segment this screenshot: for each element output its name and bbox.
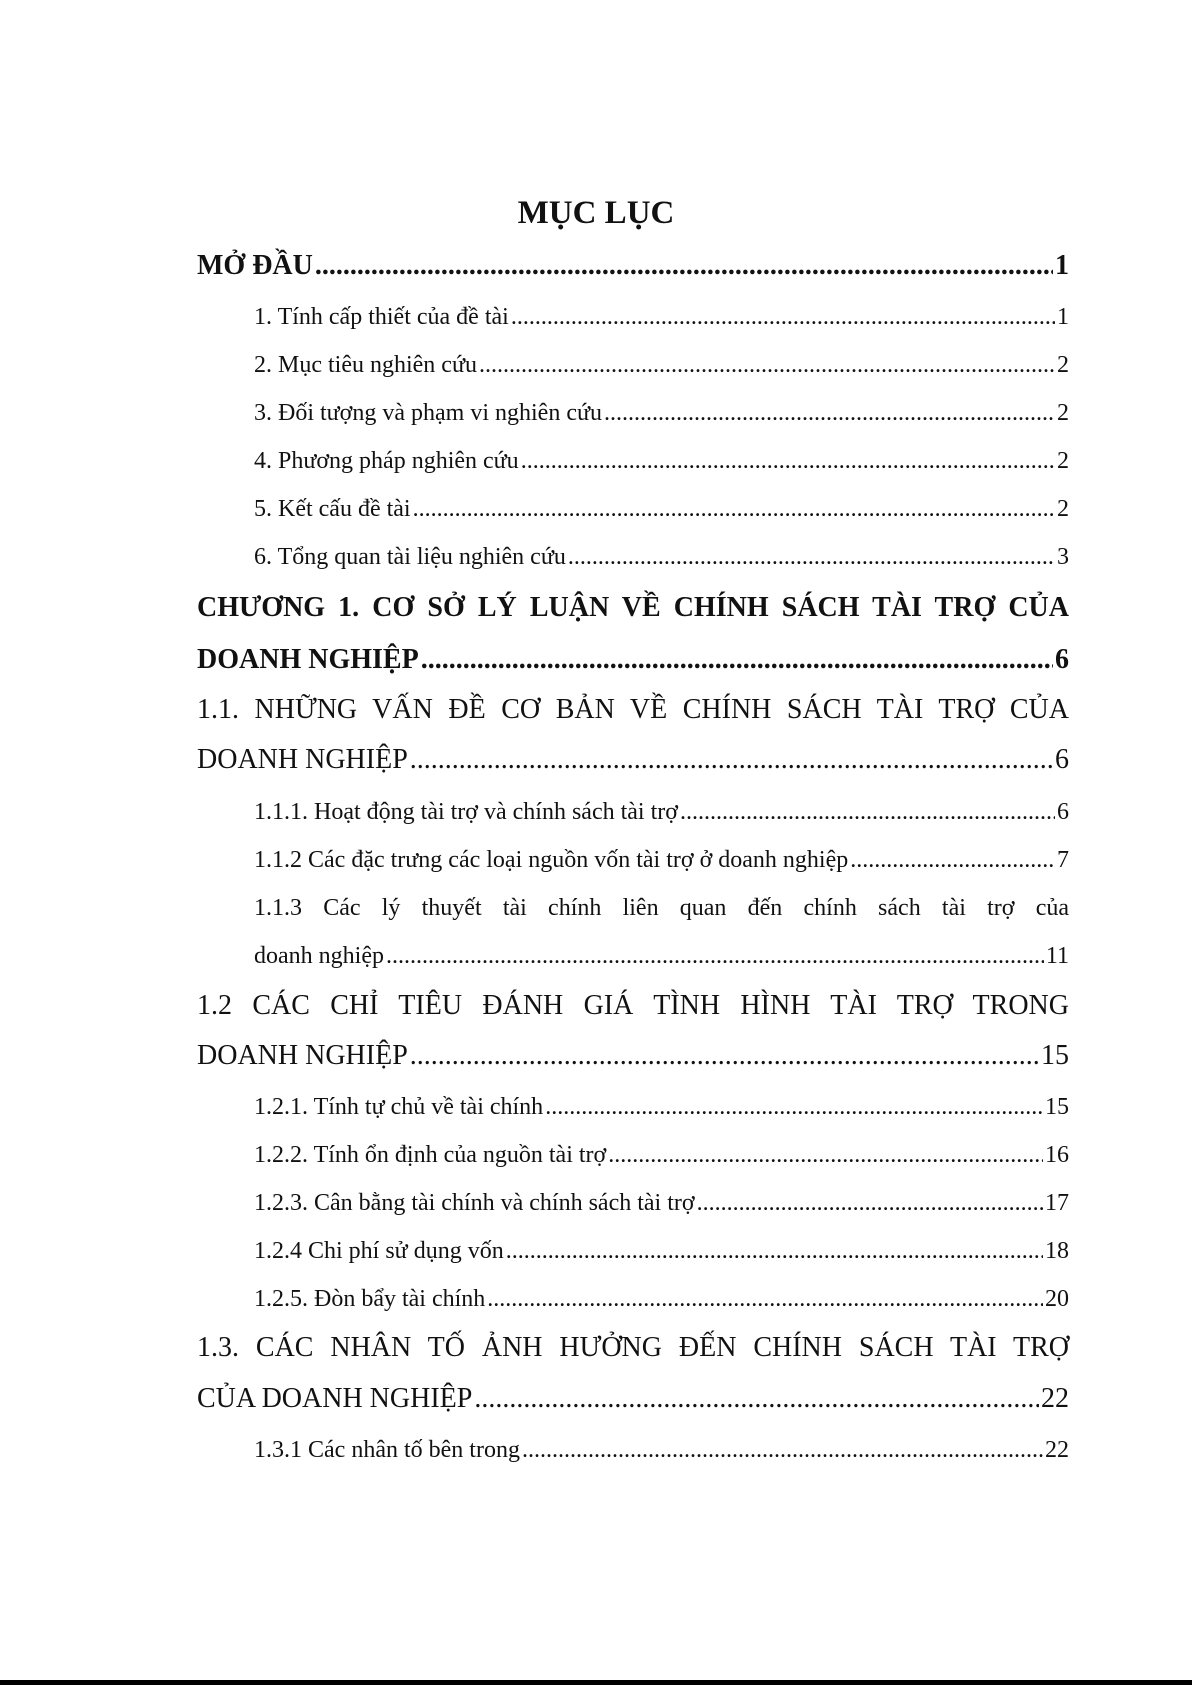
toc-entry-text: 1.3.1 Các nhân tố bên trong bbox=[254, 1437, 520, 1463]
toc-entry[interactable] bbox=[254, 496, 1069, 523]
toc-entry-text: 1.2.3. Cân bằng tài chính và chính sách tài trợ bbox=[254, 1190, 695, 1216]
toc-entry-text: DOANH NGHIỆP bbox=[197, 644, 419, 675]
toc-leader-dots bbox=[506, 1238, 1043, 1265]
toc-entry-page: 6 bbox=[1055, 744, 1069, 775]
toc-entry-page: 2 bbox=[1057, 400, 1069, 426]
toc-entry[interactable] bbox=[254, 1190, 1069, 1217]
toc-leader-dots bbox=[568, 544, 1055, 571]
toc-entry-text: 1.2.1. Tính tự chủ về tài chính bbox=[254, 1094, 544, 1120]
toc-entry[interactable] bbox=[254, 544, 1069, 571]
toc-entry-page: 1 bbox=[1055, 250, 1069, 281]
toc-entry[interactable] bbox=[254, 943, 1069, 970]
toc-entry-text: DOANH NGHIỆP bbox=[197, 744, 408, 775]
page-bottom-border bbox=[0, 1680, 1192, 1685]
toc-entry[interactable] bbox=[254, 1286, 1069, 1313]
toc-entry-heading-line1: 1.1.3 Các lý thuyết tài chính liên quan đến chính sách tài trợ của bbox=[254, 895, 1069, 921]
toc-entry[interactable] bbox=[254, 1437, 1069, 1464]
toc-leader-dots bbox=[850, 847, 1055, 874]
toc-leader-dots bbox=[522, 1437, 1043, 1464]
toc-entry[interactable] bbox=[254, 1094, 1069, 1121]
toc-entry[interactable] bbox=[254, 847, 1069, 874]
toc-entry[interactable] bbox=[254, 1142, 1069, 1169]
toc-entry[interactable] bbox=[254, 352, 1069, 379]
toc-entry[interactable] bbox=[197, 744, 1069, 776]
toc-leader-dots bbox=[413, 496, 1055, 523]
toc-entry-heading-line1: 1.1. NHỮNG VẤN ĐỀ CƠ BẢN VỀ CHÍNH SÁCH TÀI TRỢ CỦA bbox=[197, 694, 1069, 725]
toc-entry[interactable] bbox=[254, 304, 1069, 331]
toc-entry-page: 16 bbox=[1045, 1142, 1069, 1168]
toc-entry-page: 17 bbox=[1045, 1190, 1069, 1216]
toc-entry-text: 3. Đối tượng và phạm vi nghiên cứu bbox=[254, 400, 602, 426]
toc-leader-dots bbox=[608, 1142, 1043, 1169]
toc-entry-text: doanh nghiệp bbox=[254, 943, 384, 969]
toc-entry[interactable] bbox=[197, 644, 1069, 676]
toc-entry-text: 6. Tổng quan tài liệu nghiên cứu bbox=[254, 544, 566, 570]
toc-entry-page: 22 bbox=[1041, 1383, 1069, 1414]
toc-entry-page: 6 bbox=[1055, 644, 1069, 675]
toc-leader-dots bbox=[697, 1190, 1043, 1217]
toc-entry[interactable] bbox=[197, 1040, 1069, 1072]
toc-entry-page: 7 bbox=[1057, 847, 1069, 873]
toc-leader-dots bbox=[410, 1040, 1039, 1072]
toc-entry-page: 11 bbox=[1045, 943, 1069, 969]
toc-entry-text: DOANH NGHIỆP bbox=[197, 1040, 408, 1071]
toc-entry-text: 1.2.4 Chi phí sử dụng vốn bbox=[254, 1238, 504, 1264]
toc-entry-page: 15 bbox=[1045, 1094, 1069, 1120]
toc-leader-dots bbox=[421, 644, 1053, 676]
toc-leader-dots bbox=[487, 1286, 1043, 1313]
toc-entry[interactable] bbox=[254, 1238, 1069, 1265]
toc-entry-text: 1. Tính cấp thiết của đề tài bbox=[254, 304, 509, 330]
toc-entry-heading-line1: 1.2 CÁC CHỈ TIÊU ĐÁNH GIÁ TÌNH HÌNH TÀI TRỢ TRONG bbox=[197, 990, 1069, 1021]
toc-entry[interactable] bbox=[254, 799, 1069, 826]
toc-leader-dots bbox=[386, 943, 1044, 970]
toc-entry-page: 2 bbox=[1057, 448, 1069, 474]
toc-leader-dots bbox=[410, 744, 1053, 776]
toc-entry-text: 1.1.1. Hoạt động tài trợ và chính sách tài trợ bbox=[254, 799, 678, 825]
toc-leader-dots bbox=[474, 1383, 1039, 1415]
toc-entry-page: 20 bbox=[1045, 1286, 1069, 1312]
toc-entry-text: CỦA DOANH NGHIỆP bbox=[197, 1383, 473, 1414]
toc-entry-text: 1.1.2 Các đặc trưng các loại nguồn vốn tài trợ ở doanh nghiệp bbox=[254, 847, 849, 873]
toc-entry[interactable] bbox=[197, 250, 1069, 282]
toc-entry-page: 18 bbox=[1045, 1238, 1069, 1264]
toc-entry-page: 3 bbox=[1057, 544, 1069, 570]
toc-leader-dots bbox=[479, 352, 1055, 379]
toc-leader-dots bbox=[545, 1094, 1043, 1121]
toc-entry-text: 1.2.2. Tính ổn định của nguồn tài trợ bbox=[254, 1142, 607, 1168]
toc-entry[interactable] bbox=[254, 400, 1069, 427]
toc-entry-page: 1 bbox=[1057, 304, 1069, 330]
toc-entry-page: 2 bbox=[1057, 496, 1069, 522]
toc-title: MỤC LỤC bbox=[517, 195, 675, 231]
toc-entry-text: 2. Mục tiêu nghiên cứu bbox=[254, 352, 477, 378]
toc-leader-dots bbox=[680, 799, 1055, 826]
toc-entry-page: 15 bbox=[1041, 1040, 1069, 1071]
toc-leader-dots bbox=[521, 448, 1055, 475]
toc-leader-dots bbox=[604, 400, 1055, 427]
toc-leader-dots bbox=[511, 304, 1055, 331]
toc-entry-heading-line1: CHƯƠNG 1. CƠ SỞ LÝ LUẬN VỀ CHÍNH SÁCH TÀI TRỢ CỦA bbox=[197, 592, 1069, 623]
toc-entry-page: 22 bbox=[1045, 1437, 1069, 1463]
toc-entry-text: 1.2.5. Đòn bẩy tài chính bbox=[254, 1286, 486, 1312]
toc-entry-heading-line1: 1.3. CÁC NHÂN TỐ ẢNH HƯỞNG ĐẾN CHÍNH SÁCH TÀI TRỢ bbox=[197, 1332, 1069, 1363]
toc-entry-page: 2 bbox=[1057, 352, 1069, 378]
toc-entry-page: 6 bbox=[1057, 799, 1069, 825]
toc-entry[interactable] bbox=[197, 1383, 1069, 1415]
toc-entry-text: 4. Phương pháp nghiên cứu bbox=[254, 448, 519, 474]
toc-entry-text: 5. Kết cấu đề tài bbox=[254, 496, 411, 522]
toc-leader-dots bbox=[315, 250, 1053, 282]
toc-entry-text: MỞ ĐẦU bbox=[197, 250, 313, 281]
toc-entry[interactable] bbox=[254, 448, 1069, 475]
